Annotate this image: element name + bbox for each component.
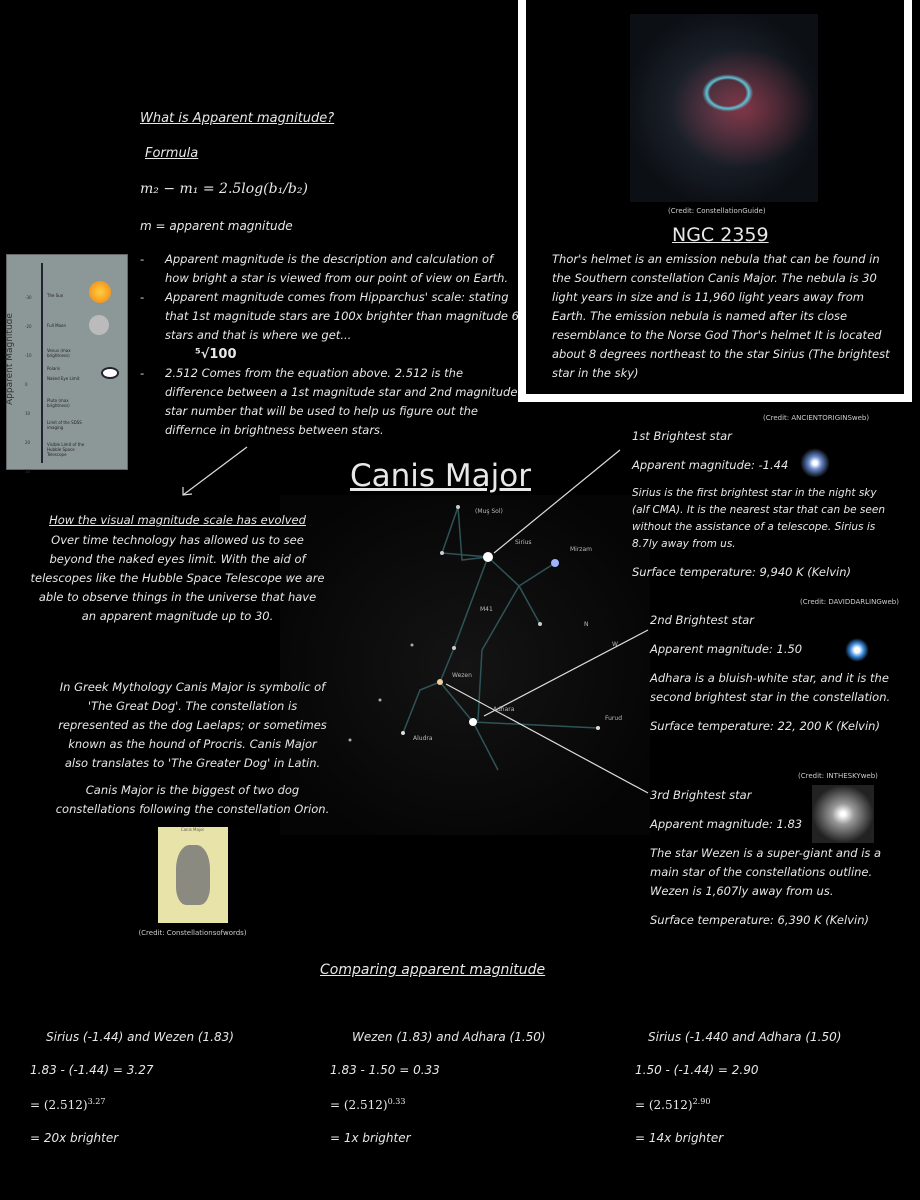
evolved-text: Over time technology has allowed us to see beyond the naked eyes limit. With the aid of telescopes like the Hubble Space Telescope we are able to observe things in the universe that have an apparent magnitude up to 30. xyxy=(30,533,325,623)
star xyxy=(349,739,352,742)
star-rank: 3rd Brightest star xyxy=(650,788,752,802)
scale-item: Naked Eye Limit xyxy=(47,376,80,381)
star-temperature: Surface temperature: 6,390 K (Kelvin) xyxy=(650,913,869,927)
tick: 10 xyxy=(25,411,31,416)
bullet: - Apparent magnitude comes from Hipparchus' scale: stating that 1st magnitude stars are 100x brighter than magnitude 6 stars and that is where we get... xyxy=(140,290,519,342)
scale-item: Polaris xyxy=(47,366,61,371)
compare-power: = $(2.512)^{3.27}$ xyxy=(30,1097,106,1112)
sirius-image xyxy=(800,448,830,478)
adhara-image xyxy=(845,638,869,662)
evolved-section xyxy=(30,512,325,626)
label-aludra: Aludra xyxy=(413,735,433,742)
arrow-line xyxy=(446,684,648,793)
dog-credit: (Credit: Constellationsofwords) xyxy=(138,929,247,937)
compare-diff: 1.83 - (-1.44) = 3.27 xyxy=(30,1063,154,1077)
star-text: The star Wezen is a super-giant and is a main star of the constellations outline. Wezen is 1,607ly away from us. xyxy=(650,846,882,898)
star xyxy=(452,646,456,650)
compare-result: = 20x brighter xyxy=(30,1131,119,1145)
tick: -30 xyxy=(25,295,32,300)
arrow-line xyxy=(484,630,648,716)
star xyxy=(379,699,382,702)
star-temperature: Surface temperature: 22, 200 K (Kelvin) xyxy=(650,719,880,733)
star-info-adhara xyxy=(650,611,900,736)
page-title: Canis Major xyxy=(350,458,531,494)
label-furud: Furud xyxy=(605,715,623,722)
fifth-root-100: ⁵√100 xyxy=(195,347,237,362)
scale-item: Limit of the SDSS imaging xyxy=(47,420,82,430)
compare-result: = 14x brighter xyxy=(635,1131,724,1145)
label-adhara: Adhara xyxy=(493,706,515,713)
formula-label: Formula xyxy=(145,146,199,161)
label-west: W xyxy=(612,641,618,648)
compare-result: = 1x brighter xyxy=(330,1131,411,1145)
bullet: - Apparent magnitude is the description and calculation of how bright a star is viewed from our point of view on Earth. xyxy=(140,252,509,285)
evolved-title: How the visual magnitude scale has evolved xyxy=(49,513,306,527)
scale-item: Full Moon xyxy=(47,323,66,328)
label-mirzam: Mirzam xyxy=(570,546,592,553)
scale-item: Visible Limit of the Hubble Space Telescope xyxy=(47,442,85,457)
label-wezen: Wezen xyxy=(452,672,472,679)
ngc-text: Thor's helmet is an emission nebula that can be found in the Southern constellation Canis Major. The nebula is 30 light years in size and is 11,960 light years away from Earth. The emission nebula is named after its close resemblance to the Norse God Thor's helmet It is located about 8 degrees northeast to the star Sirius (The brightest star in the sky) xyxy=(552,252,890,380)
tick: 0 xyxy=(25,382,28,387)
scale-item: The Sun xyxy=(47,293,64,298)
dog-figure xyxy=(176,845,210,905)
star xyxy=(538,622,542,626)
ngc-title: NGC 2359 xyxy=(672,224,769,246)
star-credit: (Credit: INTHESKYweb) xyxy=(798,772,878,780)
star-furud xyxy=(596,726,600,730)
compare-header: Wezen (1.83) and Adhara (1.50) xyxy=(352,1030,546,1044)
arrow-line xyxy=(183,447,247,495)
star xyxy=(411,644,414,647)
tick: -10 xyxy=(25,353,32,358)
star-adhara xyxy=(469,718,477,726)
arrow-line xyxy=(494,450,620,553)
exponent: 0.33 xyxy=(387,1097,406,1106)
star-rank: 2nd Brightest star xyxy=(650,613,754,627)
star-aludra xyxy=(401,731,405,735)
star-magnitude: Apparent magnitude: 1.50 xyxy=(650,642,803,656)
star-mirzam xyxy=(551,559,559,567)
compare-power: = $(2.512)^{2.90}$ xyxy=(635,1097,711,1112)
star xyxy=(456,505,460,509)
star-credit: (Credit: DAVIDDARLINGweb) xyxy=(800,598,899,606)
compare-header: Sirius (-1.44) and Wezen (1.83) xyxy=(46,1030,234,1044)
label-m41: M41 xyxy=(480,606,493,613)
compare-diff: 1.50 - (-1.44) = 2.90 xyxy=(635,1063,759,1077)
compare-diff: 1.83 - 1.50 = 0.33 xyxy=(330,1063,440,1077)
label-muliphein: (Muş Sol) xyxy=(475,508,503,515)
star-text: Adhara is a bluish-white star, and it is the second brightest star in the constellation. xyxy=(650,671,891,704)
star-text: Sirius is the first brightest star in the night sky (alf CMA). It is the nearest star that can be seen without the assistance of a telescope. Sirius is 8.7ly away from us. xyxy=(632,487,885,550)
star-credit: (Credit: ANCIENTORIGINSweb) xyxy=(763,414,870,422)
exponent: 3.27 xyxy=(87,1097,106,1106)
star-rank: 1st Brightest star xyxy=(632,429,732,443)
star-magnitude: Apparent magnitude: -1.44 xyxy=(632,458,789,472)
tick: 20 xyxy=(25,440,31,445)
canis-major-dog-image xyxy=(158,827,228,923)
intro-title: What is Apparent magnitude? xyxy=(140,111,335,126)
myth-text-2: Canis Major is the biggest of two dog constellations following the constellation Orion. xyxy=(55,783,330,816)
star-info-sirius xyxy=(632,427,892,582)
label-sirius: Sirius xyxy=(515,539,532,546)
formula-definition: m = apparent magnitude xyxy=(140,219,293,233)
label-north: N xyxy=(584,621,589,628)
compare-title: Comparing apparent magnitude xyxy=(320,962,546,978)
scale-item: Pluto (max brightness) xyxy=(47,398,70,408)
formula: m₂ − m₁ = 2.5log(b₁/b₂) xyxy=(140,181,308,197)
star xyxy=(440,551,444,555)
nebula-credit: (Credit: ConstellationGuide) xyxy=(668,207,766,215)
tick: -20 xyxy=(25,324,32,329)
star-sirius xyxy=(483,552,493,562)
dog-caption: Canis Major xyxy=(180,827,205,832)
compare-power: = $(2.512)^{0.33}$ xyxy=(330,1097,406,1112)
exponent: 2.90 xyxy=(692,1097,711,1106)
compare-header: Sirius (-1.440 and Adhara (1.50) xyxy=(648,1030,842,1044)
tick: 30 xyxy=(25,469,31,474)
bullet: - 2.512 Comes from the equation above. 2.512 is the difference between a 1st magnitude star and 2nd magnitude star number that will be used to help us figure out the differnce in brightness between stars. xyxy=(140,366,518,437)
star-magnitude: Apparent magnitude: 1.83 xyxy=(650,817,803,831)
scale-item: Venus (max brightness) xyxy=(47,348,71,358)
star-wezen xyxy=(437,679,443,685)
wezen-image xyxy=(812,785,874,843)
star-temperature: Surface temperature: 9,940 K (Kelvin) xyxy=(632,565,851,579)
scale-axis-label: Apparent Magnitude xyxy=(5,313,15,405)
myth-section xyxy=(55,678,330,937)
myth-text: In Greek Mythology Canis Major is symbolic of 'The Great Dog'. The constellation is represented as the dog Laelaps; or sometimes known as the hound of Procris. Canis Major also translates to 'The Greater Dog' in Latin. xyxy=(58,680,327,770)
